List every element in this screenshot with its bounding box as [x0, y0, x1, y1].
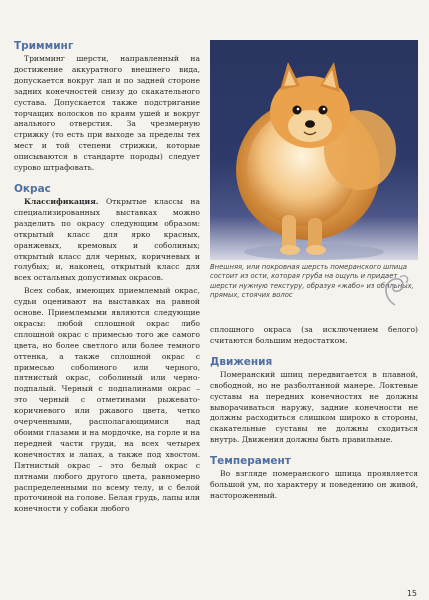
- left-column: [14, 40, 200, 517]
- movement-text: Померанский шпиц передвигается в плавной, свободной, но не разболтанной манере. Локтевые суставы на передних конечностях не должны выворачиваться наружу, задние конечности не должны расходиться слишком широко в стороны, скакательные суставы не должны сходиться внутрь. Движения должны быть правильные.: [210, 369, 418, 445]
- section-title-trimming: Тримминг: [14, 40, 74, 52]
- trimming-text: Тримминг шерсти, направленный на достижение аккуратного внешнего вида, допускается вокруг лап и по задней стороне задних конечностей снизу до скакательного сустава. Допускается также подстригание торчащих волосков по краям ушей и вокруг анального отверстия. За чрезмерную стрижку (то есть при выходе за пределы тех мест и той степени стрижки, которые описываются в стандарте породы) следует сурово штрафовать.: [14, 54, 200, 173]
- color-p1-text: Открытые классы на специализированных выставках можно разделить по окрасу следующим образом: открытый класс для ярко красных, оранжевых, кремовых и соболиных; открытый класс для черных, коричневых и голубых; и, наконец, открытый класс для всех остальных допустимых окрасов.: [14, 196, 200, 283]
- section-title-color: Окрас: [14, 182, 51, 195]
- section-title-temperament: Темперамент: [210, 455, 291, 468]
- classification-lead: Классификация.: [24, 196, 99, 206]
- color-paragraph-1: [14, 197, 200, 284]
- decorative-swirl-icon: [378, 269, 412, 309]
- caption-box: [210, 263, 418, 325]
- section-title-movement: Движения: [210, 355, 273, 368]
- color-paragraph-2: Всех собак, имеющих приемлемый окрас, судьи оценивают на выставках на равной основе. Приемлемыми являются следующие окрасы: любой сплошной окрас либо сплошной окрас с примесью того же самого цвета, но более светлого или более темного оттенка, а также сплошной окрас с примесью соболиного или черного, пятнистый окрас, соболиный или черно-подпалый. Черный с подпалинами окрас – это черный с отметинами рыжевато-коричневого или ржавого цвета, четко очерченными, располагающимися над обоими глазами и на мордочке, на горле и на передней части груди, на всех четырех конечностях и лапах, а также под хвостом. Пятнистый окрас – это белый окрас с пятнами любого другого цвета, равномерно распределенными по всему телу, и с белой проточиной на голове. Белая грудь, лапы или конечности у собаки любого: [14, 286, 200, 514]
- temperament-text: Во взгляде померанского шпица проявляется большой ум, по характеру и поведению он живой, настороженный.: [210, 469, 418, 500]
- right-column: [210, 40, 418, 504]
- pomeranian-photo: [210, 40, 418, 260]
- photo-caption: Внешняя, или покровная шерсть померанского шпица состоит из ости, которая груба на ощупь и придает шерсти нужную текстуру, образуя «жабо» из обильных, прямых, стоячих волос: [210, 263, 414, 300]
- continuation-text: сплошного окраса (за исключением белого) считаются большим недостатком.: [210, 325, 418, 345]
- page-number: 15: [406, 589, 417, 598]
- pomeranian-dog-icon: [210, 40, 418, 260]
